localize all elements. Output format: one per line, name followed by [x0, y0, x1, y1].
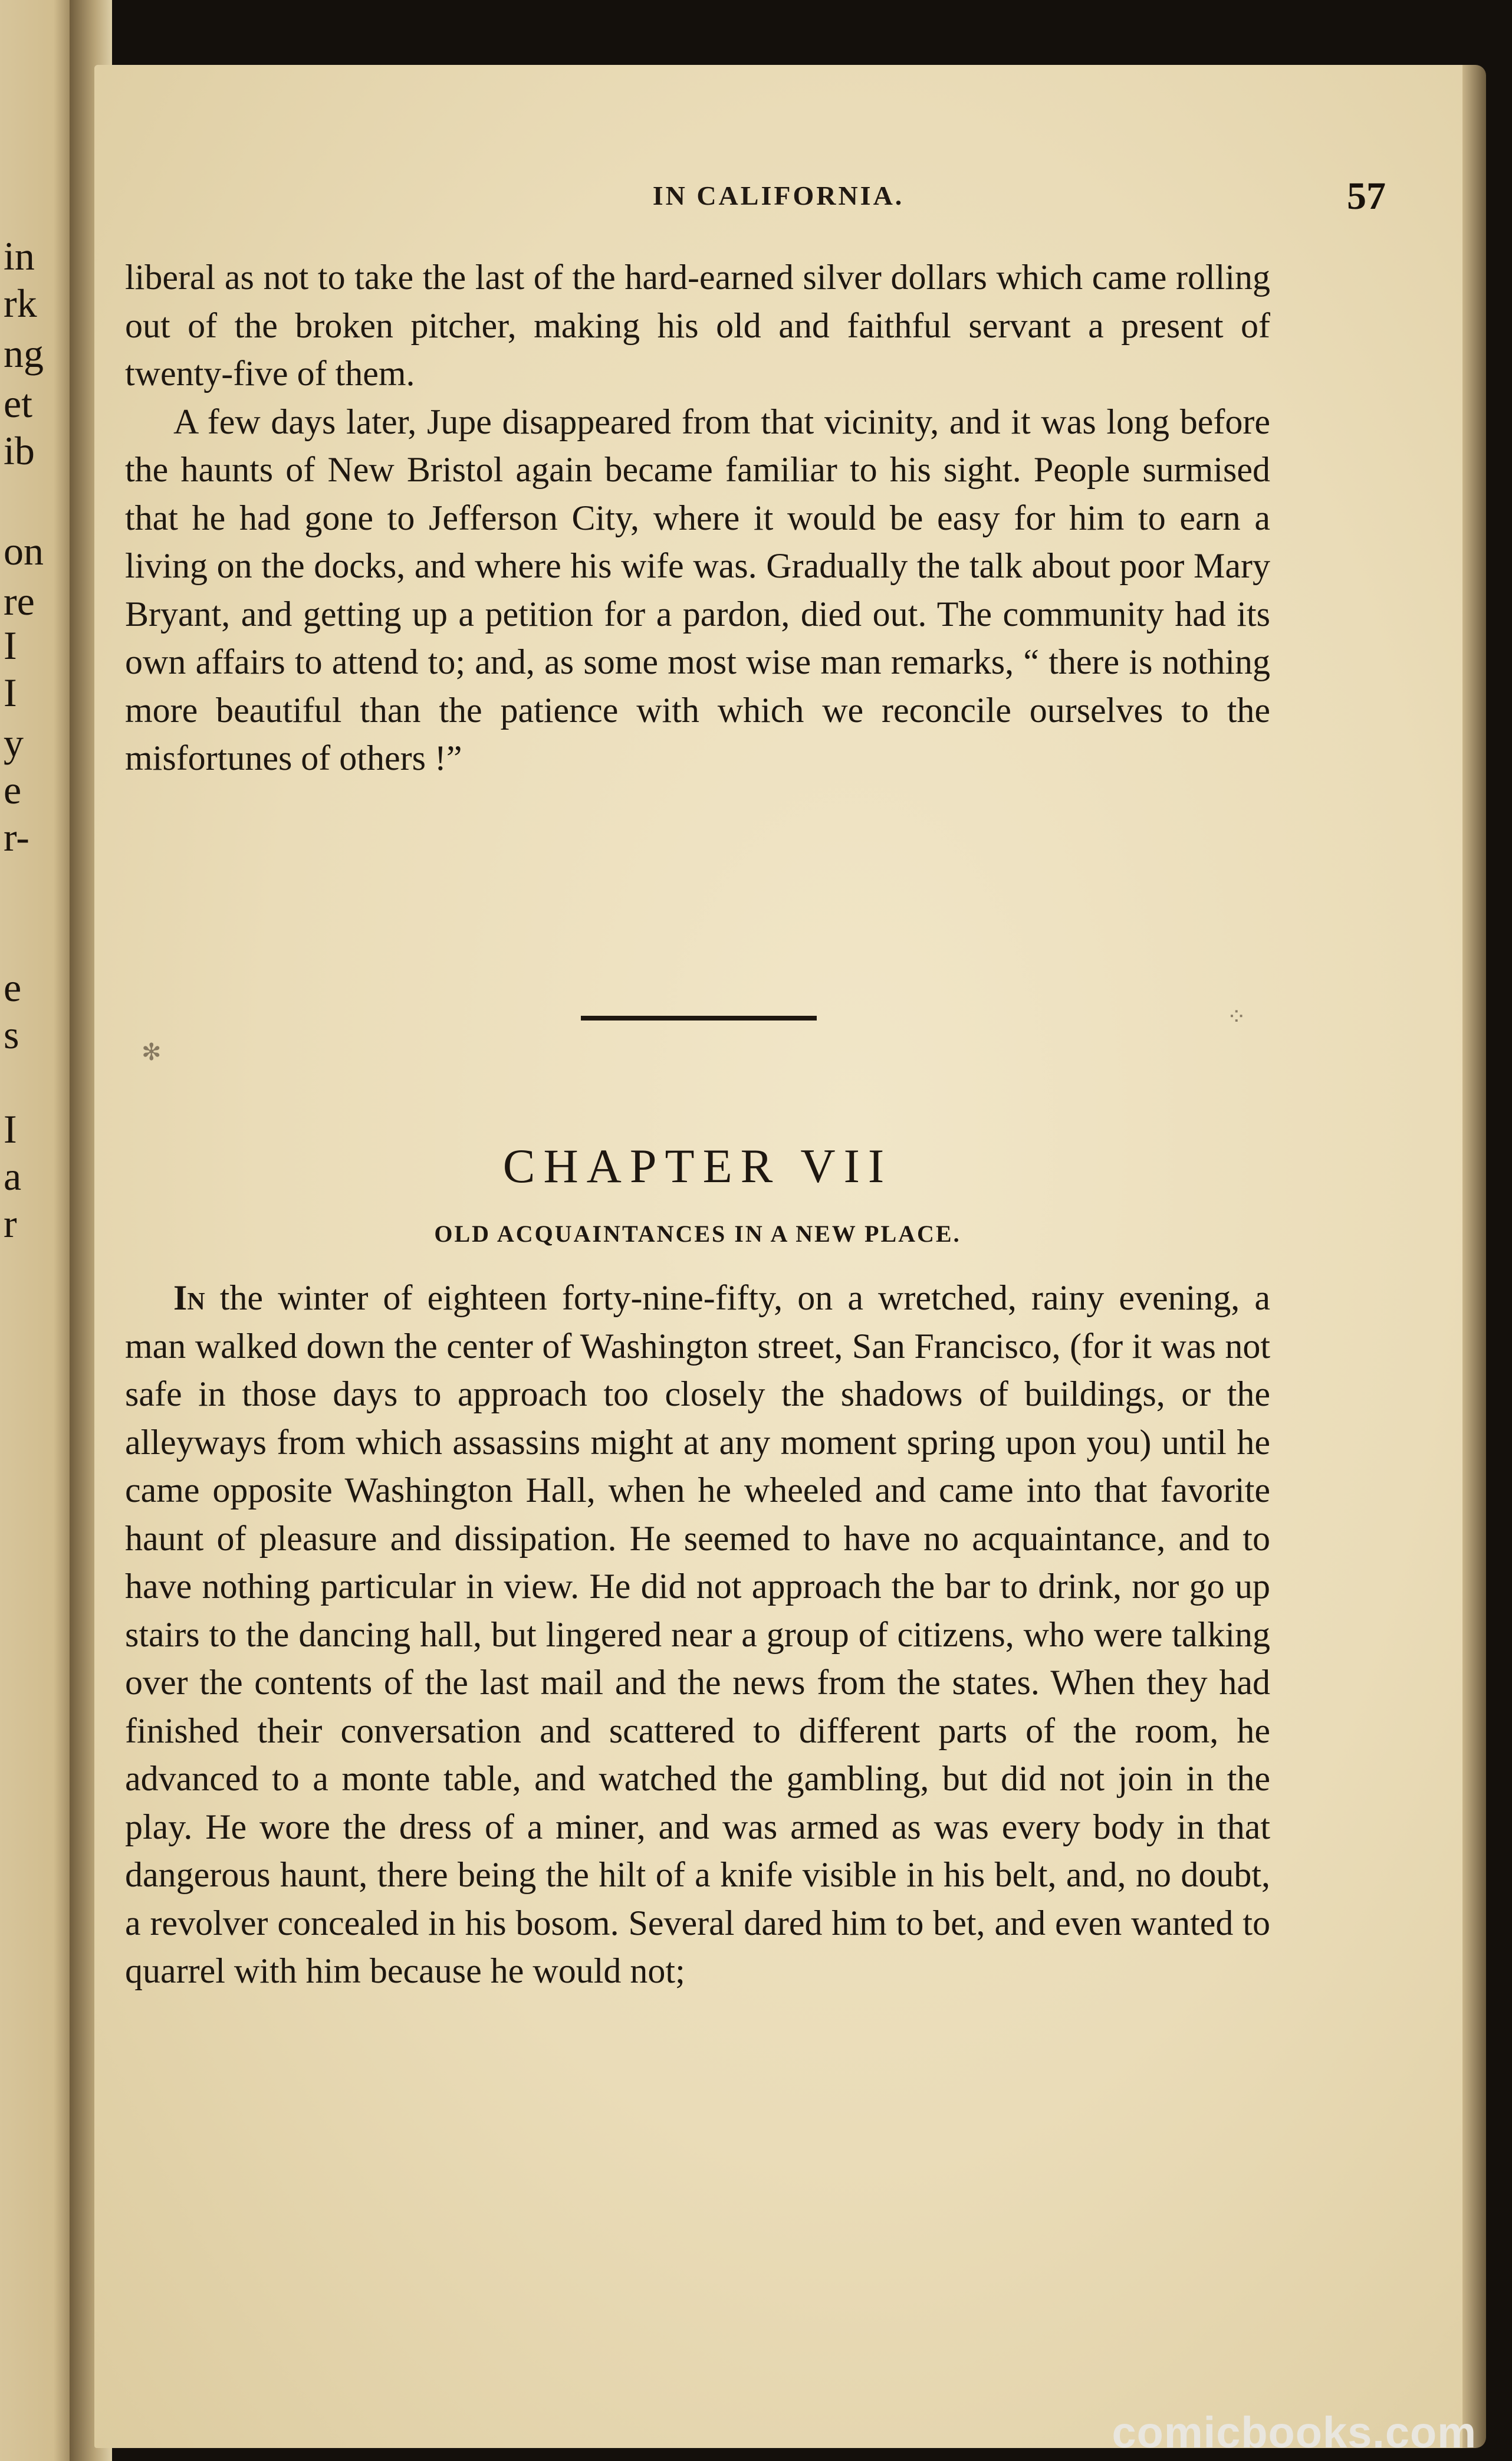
watermark: comicbooks.com [1112, 2408, 1477, 2457]
facing-page-fragment: r- [4, 815, 29, 859]
facing-page-fragment: in [4, 234, 35, 278]
facing-page-fragment: rk [4, 281, 37, 326]
facing-page-fragment: s [4, 1012, 19, 1057]
facing-page-fragment: e [4, 965, 22, 1010]
opening-text [125, 254, 1270, 783]
page-number: 57 [1347, 175, 1386, 218]
facing-page-fragment: I [4, 1107, 17, 1151]
facing-page-fragment: et [4, 381, 33, 426]
facing-page-fragment: re [4, 579, 35, 624]
paper-blemish: ✻ [142, 1039, 162, 1065]
facing-page-fragment: y [4, 720, 24, 765]
facing-page-strip [0, 0, 77, 2461]
facing-page-fragment: e [4, 767, 22, 812]
chapter-text [125, 1274, 1270, 1996]
running-head [136, 175, 1421, 221]
paragraph: liberal as not to take the last of the hard-earned silver dollars which came rolling out of the broken pitcher, making his old and faithful servant a present of twenty-five of them. [125, 258, 1270, 393]
facing-page-fragment: on [4, 529, 44, 573]
paragraph [125, 1274, 1270, 1996]
facing-page-fragment: r [4, 1201, 17, 1246]
drop-cap: In [173, 1278, 205, 1317]
chapter-subtitle: OLD ACQUAINTANCES IN A NEW PLACE. [434, 1220, 961, 1247]
facing-page-fragment: ib [4, 428, 35, 473]
facing-page-fragment: I [4, 670, 17, 715]
paper-blemish: ⁘ [1227, 1003, 1247, 1030]
paragraph-body: the winter of eighteen forty-nine-fifty, on a wretched, rainy evening, a man walked down the center of Washington street, San Francisco, (for it was not safe in those days to approach too closely the shadows of buildings, or the alleyways from which assassins might at any moment spring upon you) until he came opposite Washington Hall, when he wheeled and came into that favorite haunt of pleasure and dissipation. He seemed to have no acquaintance, and to have nothing particular in view. He did not approach the bar to drink, nor go up stairs to the dancing hall, but lingered near a group of citizens, who were talking over the contents of the last mail and the news from the states. When they had finished their conversation and scattered to different parts of the room, he advanced to a monte table, and watched the gambling, but did not join in the play. He wore the dress of a miner, and was armed as was every body in that dangerous haunt, there being the hilt of a knife visible in his belt, and, no doubt, a revolver concealed in his bosom. Several dared him to bet, and even wanted to quarrel with him because he would not; [125, 1278, 1270, 1990]
page-edge [1462, 65, 1486, 2448]
chapter-title: CHAPTER VII [502, 1139, 893, 1193]
facing-page-fragment: ng [4, 331, 44, 376]
paragraph: A few days later, Jupe disappeared from that vicinity, and it was long before the haunts of New Bristol again became familiar to his sight. People surmised that he had gone to Jefferson City, where it would be easy for him to earn a living on the docks, and where his wife was. Gradually the talk about poor Mary Bryant, and getting up a petition for a pardon, died out. The community had its own affairs to attend to; and, as some most wise man remarks, “ there is nothing more beautiful than the patience with which we reconcile ourselves to the misfortunes of others !” [125, 402, 1270, 777]
section-divider [581, 1016, 817, 1021]
facing-page-fragment: a [4, 1154, 22, 1199]
running-title: IN CALIFORNIA. [652, 181, 905, 211]
facing-page-fragment: I [4, 623, 17, 668]
